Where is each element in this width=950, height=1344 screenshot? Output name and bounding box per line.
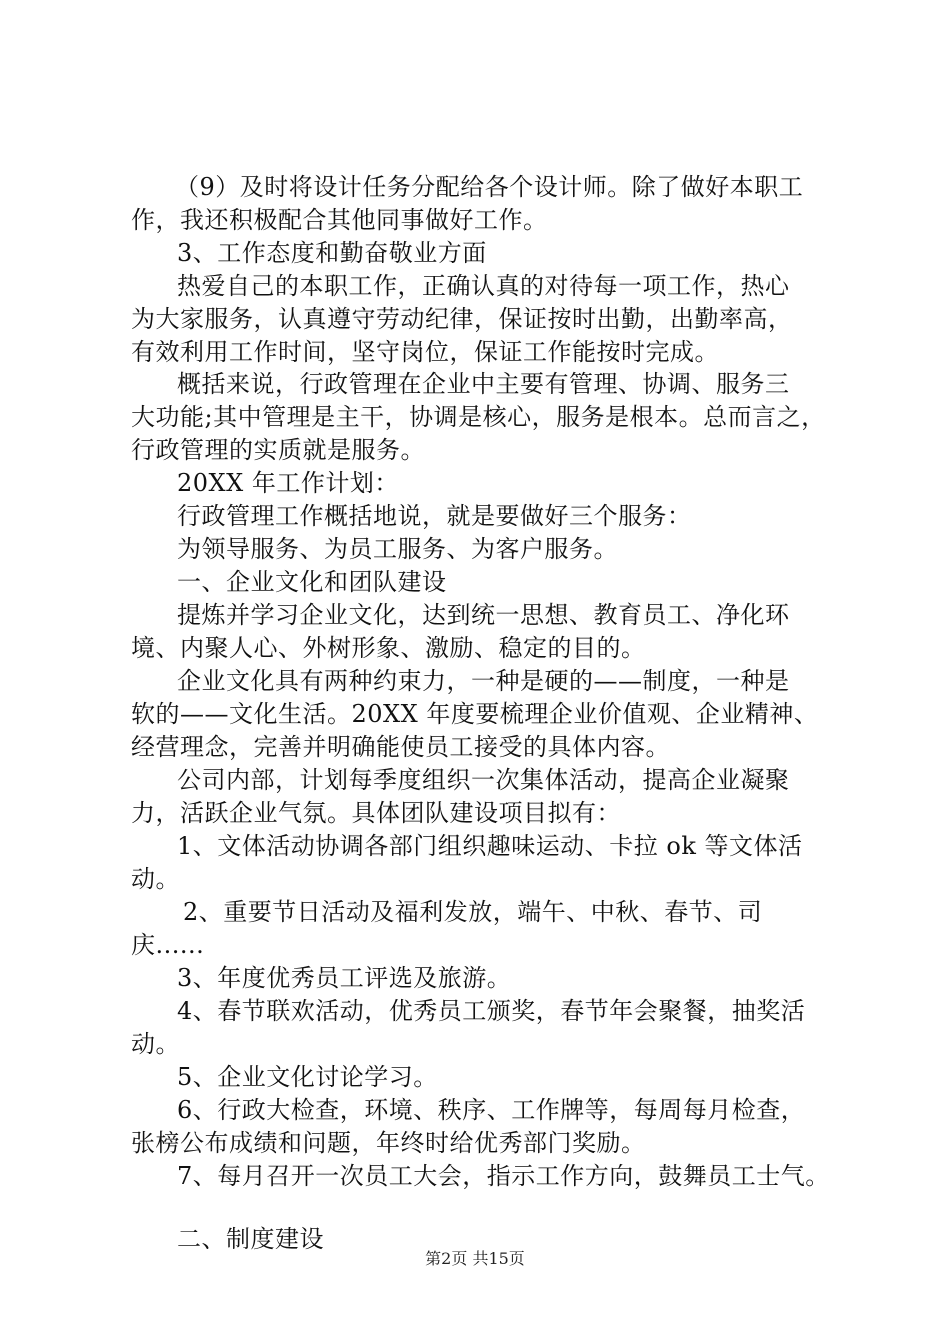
list-item: 5、企业文化讨论学习。 [177,1063,438,1091]
text-line: 提炼并学习企业文化，达到统一思想、教育员工、净化环 [177,601,790,629]
text-line: 公司内部，计划每季度组织一次集体活动，提高企业凝聚 [177,766,790,794]
text-line: 张榜公布成绩和问题，年终时给优秀部门奖励。 [131,1129,646,1157]
list-item: 3、年度优秀员工评选及旅游。 [177,964,512,992]
text-line: 经营理念，完善并明确能使员工接受的具体内容。 [131,733,670,761]
list-item: 2、重要节日活动及福利发放，端午、中秋、春节、司 [183,898,763,926]
list-item: 1、文体活动协调各部门组织趣味运动、卡拉 ok 等文体活 [177,832,803,860]
text-line: 为大家服务，认真遵守劳动纪律，保证按时出勤，出勤率高， [131,305,793,333]
text-line: 概括来说，行政管理在企业中主要有管理、协调、服务三 [177,370,790,398]
text-line: 庆...... [131,931,205,959]
section-heading: 3、工作态度和勤奋敬业方面 [177,239,487,267]
text-line: 动。 [131,865,180,893]
section-heading: 二、制度建设 [177,1225,324,1253]
text-line: 动。 [131,1030,180,1058]
text-line: 行政管理工作概括地说，就是要做好三个服务： [177,502,692,530]
list-item: 7、每月召开一次员工大会，指示工作方向，鼓舞员工士气。 [177,1162,830,1190]
list-item: 6、行政大检查，环境、秩序、工作牌等，每周每月检查， [177,1096,806,1124]
text-line: 大功能;其中管理是主干，协调是核心，服务是根本。总而言之， [131,403,826,431]
section-heading: 20XX 年工作计划： [177,469,399,497]
text-line: （9）及时将设计任务分配给各个设计师。除了做好本职工 [175,173,804,201]
text-line: 软的——文化生活。20XX 年度要梳理企业价值观、企业精神、 [131,700,819,728]
text-line: 力，活跃企业气氛。具体团队建设项目拟有： [131,799,621,827]
text-line: 企业文化具有两种约束力，一种是硬的——制度，一种是 [177,667,790,695]
text-line: 作，我还积极配合其他同事做好工作。 [131,206,548,234]
section-heading: 一、企业文化和团队建设 [177,568,447,596]
text-line: 为领导服务、为员工服务、为客户服务。 [177,535,618,563]
list-item: 4、春节联欢活动，优秀员工颁奖，春节年会聚餐，抽奖活 [177,997,806,1025]
text-line: 行政管理的实质就是服务。 [131,436,425,464]
text-line: 境、内聚人心、外树形象、激励、稳定的目的。 [131,634,646,662]
text-line: 热爱自己的本职工作，正确认真的对待每一项工作，热心 [177,272,790,300]
text-line: 有效利用工作时间，坚守岗位，保证工作能按时完成。 [131,338,719,366]
page-number: 第2页 共15页 [425,1249,525,1268]
